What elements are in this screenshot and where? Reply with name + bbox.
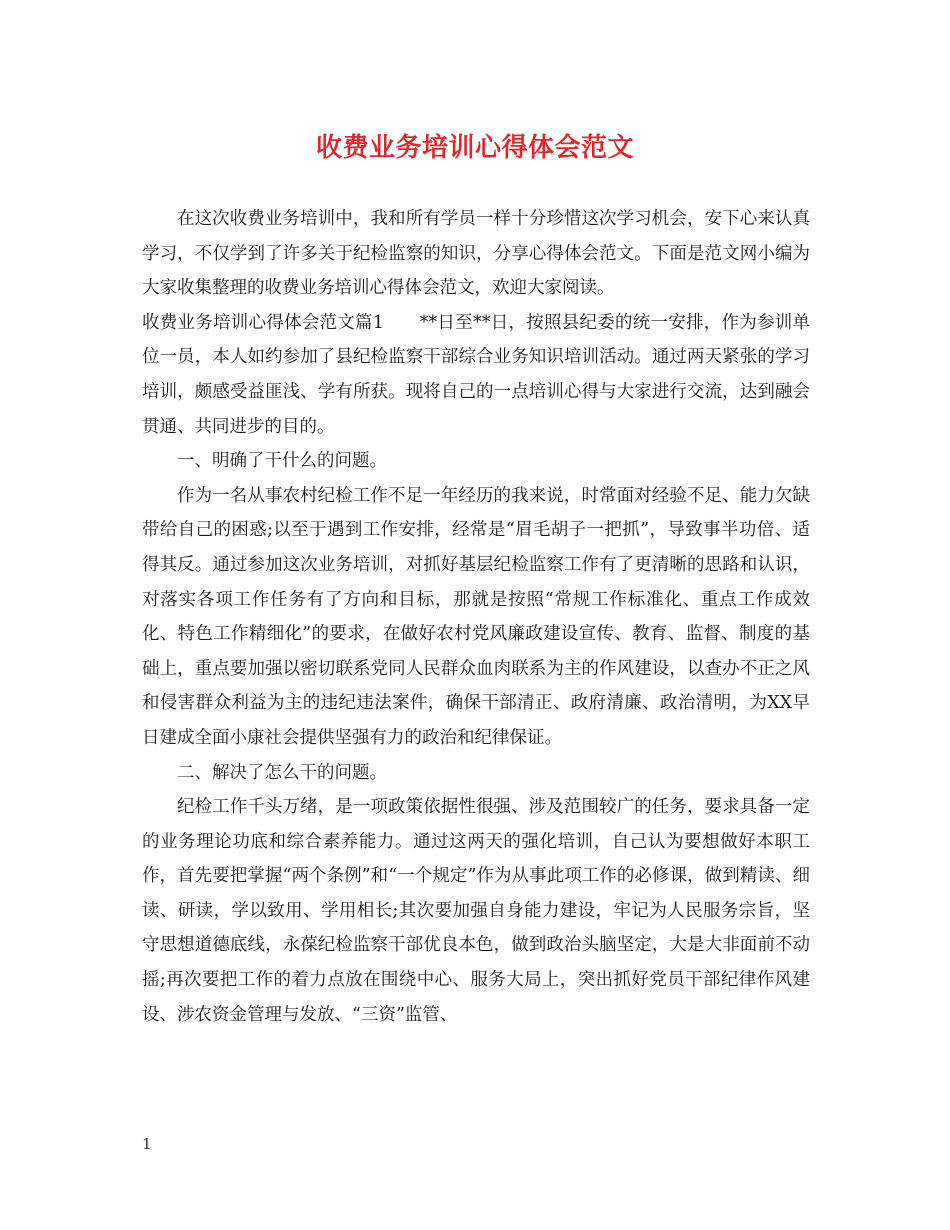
section-heading-1: 一、明确了干什么的问题。 [177,451,387,472]
section-heading-2: 二、解决了怎么干的问题。 [177,762,387,783]
paragraph-section-1: 作为一名从事农村纪检工作不足一年经历的我来说，时常面对经验不足、能力欠缺带给自己的困惑;以至于遇到工作安排，经常是“眉毛胡子一把抓”，导致事半功倍、适得其反。通过参加这次业务培训，对抓好基层纪检监察工作有了更清晰的思路和认识，对落实各项工作任务有了方向和目标，那就是按照“常规工作标准化、重点工作成效化、特色工作精细化”的要求，在做好农村党风廉政建设宣传、教育、监督、制度的基础上，重点要加强以密切联系党同人民群众血肉联系为主的作风建设，以查办不正之风和侵害群众利益为主的违纪违法案件，确保干部清正、政府清廉、政治清明，为XX早日建成全面小康社会提供坚强有力的政治和纪律保证。 [142,485,810,748]
document-title: 收费业务培训心得体会范文 [315,133,634,163]
paragraph-section-2: 纪检工作千头万绪，是一项政策依据性很强、涉及范围较广的任务，要求具备一定的业务理论功底和综合素养能力。通过这两天的强化培训，自己认为要想做好本职工作，首先要把掌握“两个条例”和“一个规定”作为从事此项工作的必修课，做到精读、细读、研读，学以致用、学用相长;其次要加强自身能力建设，牢记为人民服务宗旨，坚守思想道德底线，永葆纪检监察干部优良本色，做到政治头脑坚定，大是大非面前不动摇;再次要把工作的着力点放在围绕中心、服务大局上，突出抓好党员干部纪律作风建设、涉农资金管理与发放、“三资”监管、 [142,797,810,1025]
page-number: 1 [142,1135,152,1153]
paragraph-intro: 在这次收费业务培训中，我和所有学员一样十分珍惜这次学习机会，安下心来认真学习，不仅学到了许多关于纪检监察的知识，分享心得体会范文。下面是范文网小编为大家收集整理的收费业务培训心得体会范文，欢迎大家阅读。 [142,209,810,299]
paragraph-article-1-opening: 收费业务培训心得体会范文篇1 **日至**日，按照县纪委的统一安排，作为参训单位一员，本人如约参加了县纪检监察干部综合业务知识培训活动。通过两天紧张的学习培训，颇感受益匪浅、学有所获。现将自己的一点培训心得与大家进行交流，达到融会贯通、共同进步的目的。 [142,312,810,437]
document-body [142,202,810,1032]
